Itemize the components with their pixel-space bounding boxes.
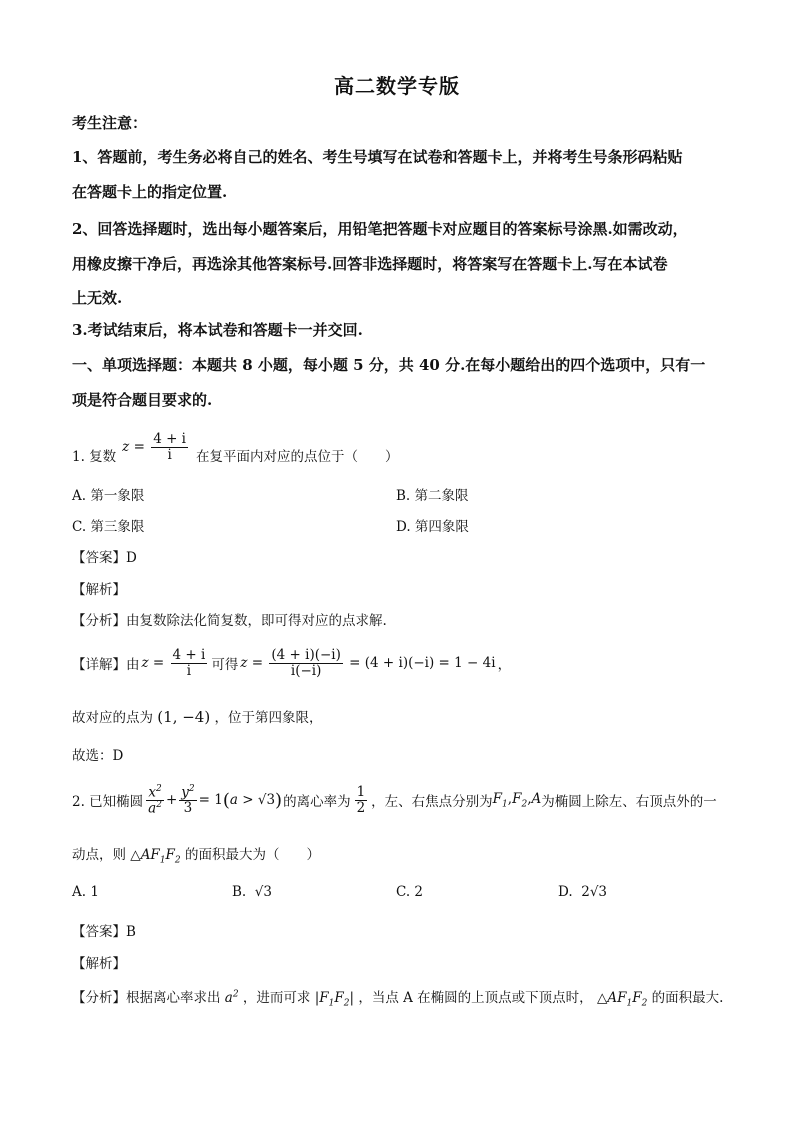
question-2-fenxi-end: 的面积最大. [651,990,724,1006]
question-1-choose: 故选：D [72,748,124,764]
question-2-option-b-label: B. [232,884,247,900]
question-2-fenxi [72,986,723,1009]
section-heading-line-2: 项是符合题目要求的. [72,391,213,409]
notice-item-3: 3.考试结束后，将本试卷和答题卡一并交回. [72,321,363,339]
question-1-option-c: C. 第三象限 [72,519,145,535]
question-2-fenxi-prefix: 【分析】根据离心率求出 [72,990,221,1006]
question-2-option-a: A. 1 [72,884,99,900]
question-1-option-a: A. 第一象限 [72,488,145,504]
question-2-triangle: $\triangle AF_1F_2$ [130,847,181,866]
question-1-detail-formula-2: z = $\frac{(4 + i)(-i)}{i(-i)}$ = (4 + i)(−i) = 1 − 4i [240,647,496,679]
question-1-point-suffix: ，位于第四象限， [214,710,323,726]
notice-item-2-line-3: 上无效. [72,289,123,307]
question-2-option-d [558,884,607,900]
question-1-point-coord: (1, −4) [157,708,211,726]
question-2-line-2-suffix: 的面积最大为（ ） [184,847,320,863]
question-2-prefix: 2. 已知椭圆 [72,794,144,810]
question-1-analysis-label: 【解析】 [72,582,126,598]
question-1-suffix: 在复平面内对应的点位于（ ） [196,449,399,465]
notice-item-1-line-1: 1、答题前，考生务必将自己的姓名、考生号填写在试卷和答题卡上，并将考生号条形码粘贴 [72,148,683,166]
question-2-fenxi-f1f2: $|F_1F_2|$ [314,990,355,1009]
question-1-prefix: 1. 复数 [72,449,117,465]
question-2-option-d-value: 2√3 [576,884,608,900]
question-2-fenxi-triangle: $\triangle AF_1F_2$ [596,990,648,1009]
question-1-point [72,706,323,726]
question-2-answer: 【答案】B [72,924,136,940]
question-2-fenxi-mid: ，进而可求 [242,990,311,1006]
question-2-option-b [232,884,272,900]
question-2-mid-1: 的离心率为 [283,794,351,810]
question-2-fenxi-mid-2: ，当点 A 在椭圆的上顶点或下顶点时， [358,990,593,1006]
question-2-option-c: C. 2 [396,884,424,900]
question-1-detail-mid: 可得 [211,657,239,673]
notice-item-2-line-2: 用橡皮擦干净后，再选涂其他答案标号.回答非选择题时，将答案写在答题卡上.写在本试卷 [72,255,668,273]
notice-item-1-line-2: 在答题卡上的指定位置. [72,183,228,201]
question-1-option-b: B. 第二象限 [396,488,469,504]
question-2-eccentricity: $\frac{1}{2}$ [356,784,366,816]
question-1-option-d: D. 第四象限 [396,519,469,535]
question-1-formula: z = $\frac{4 + i}{i}$ [122,431,187,463]
question-1-fenxi: 【分析】由复数除法化简复数，即可得对应的点求解. [72,613,387,629]
notice-item-2-line-1: 2、回答选择题时，选出每小题答案后，用铅笔把答题卡对应题目的答案标号涂黑.如需改动， [72,220,688,238]
question-2-ellipse-formula: $\frac{x^2}{a^2}$ + $\frac{y^2}{3}$ = 1 ( a > √3 ) [148,783,283,816]
question-2 [72,776,717,824]
question-2-option-b-value: √3 [250,884,272,900]
question-2-mid-3: 为椭圆上除左、右顶点外的一 [541,794,717,810]
question-2-foci: $F_1,F_2,A$ [492,790,542,810]
question-2-mid-2: ，左、右焦点分别为 [371,794,493,810]
question-2-analysis-label: 【解析】 [72,956,126,972]
question-1-detail-formula-1: z = $\frac{4 + i}{i}$ [141,647,206,679]
notice-heading: 考生注意： [72,114,148,132]
question-1-detail-end: ， [497,657,512,673]
section-heading-line-1: 一、单项选择题：本题共 8 小题，每小题 5 分，共 40 分.在每小题给出的四个选项中，只有一 [72,356,706,374]
question-2-option-d-label: D. [558,884,573,900]
question-1-point-prefix: 故对应的点为 [72,710,153,726]
question-2-fenxi-a2: $a^2$ [224,989,239,1006]
question-2-line-2-prefix: 动点，则 [72,847,126,863]
question-2-line-2 [72,843,320,866]
page-title: 高二数学专版 [334,74,460,98]
question-1-detail-prefix: 【详解】由 [72,657,140,673]
question-1 [72,425,399,469]
question-1-detail [72,640,511,686]
question-1-answer: 【答案】D [72,550,137,566]
